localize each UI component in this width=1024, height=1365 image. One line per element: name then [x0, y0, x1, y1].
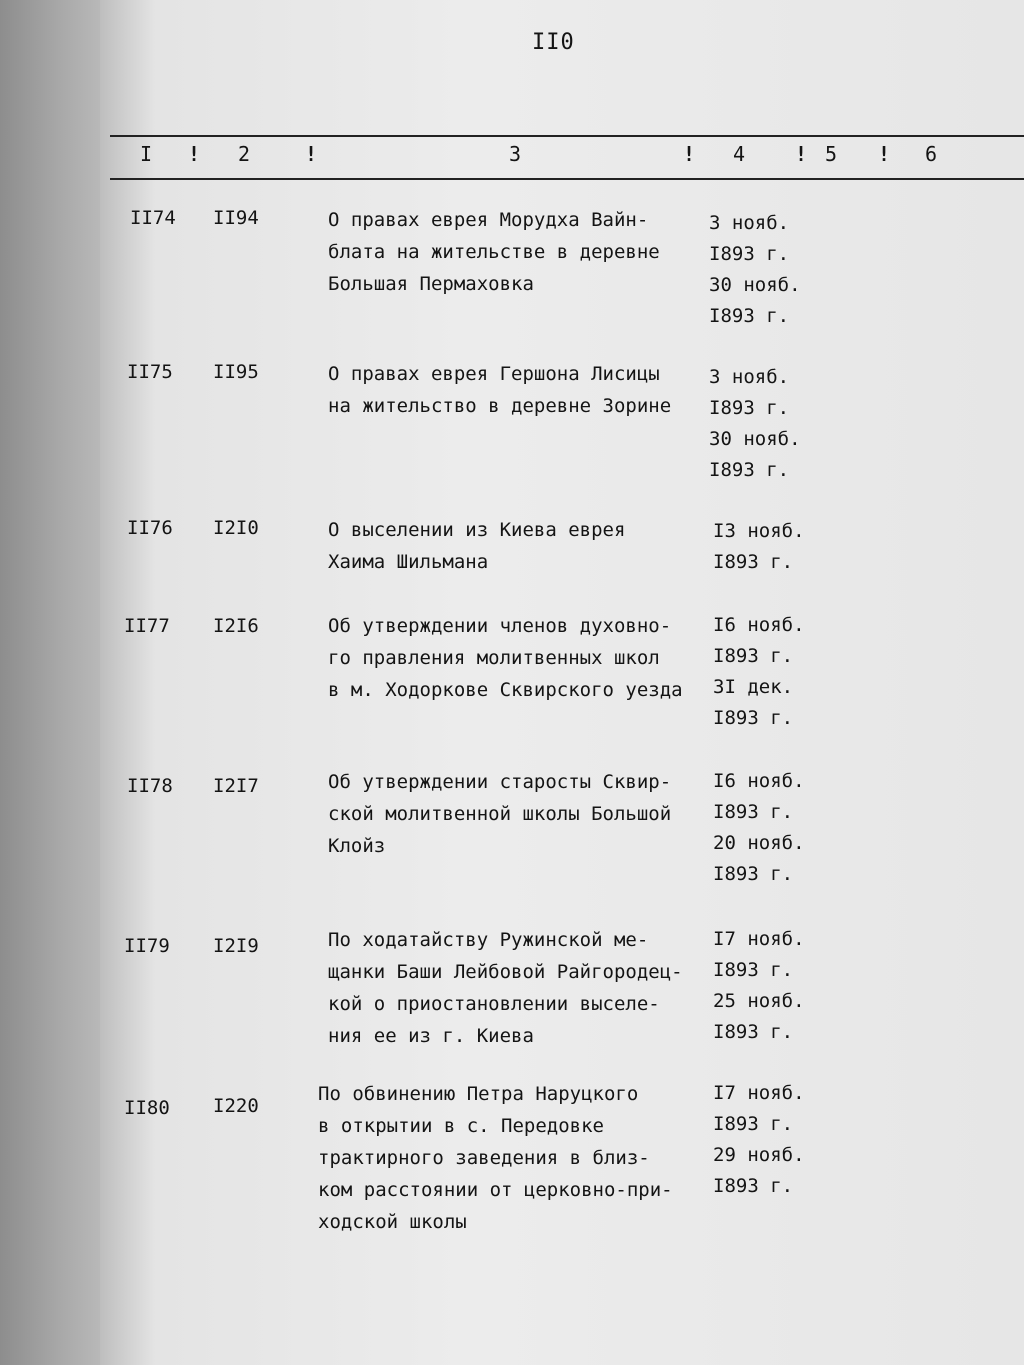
row-number: II77: [124, 615, 170, 637]
row-description: О правах еврея Морудха Вайн- блата на жительстве в деревне Большая Пермаховка: [328, 209, 660, 295]
row-dates: I7 нояб. I893 г. 25 нояб. I893 г.: [713, 928, 805, 1043]
row-dates: 3 нояб. I893 г. 30 нояб. I893 г.: [709, 212, 801, 327]
row-description: О выселении из Киева еврея Хаима Шильмана: [328, 519, 626, 573]
archive-number: I220: [213, 1095, 259, 1117]
row-number: II78: [127, 775, 173, 797]
header-separator: !: [878, 142, 891, 166]
left-page-edge: [0, 0, 112, 1365]
row-dates: I7 нояб. I893 г. 29 нояб. I893 г.: [713, 1082, 805, 1197]
header-col-4: 4: [733, 142, 746, 166]
row-dates: I6 нояб. I893 г. 20 нояб. I893 г.: [713, 770, 805, 885]
header-col-1: I: [140, 142, 153, 166]
page-number: II0: [532, 30, 575, 55]
archive-number: II94: [213, 207, 259, 229]
row-number: II75: [127, 361, 173, 383]
row-description: По обвинению Петра Наруцкого в открытии в с. Передовке трактирного заведения в близ- ком расстоянии от церковно-при- ходской школы: [318, 1083, 673, 1233]
row-number: II76: [127, 517, 173, 539]
row-number: II79: [124, 935, 170, 957]
header-separator: !: [795, 142, 808, 166]
row-description: По ходатайству Ружинской ме- щанки Баши Лейбовой Райгородец- кой о приостановлении выселе- ния ее из г. Киева: [328, 929, 683, 1047]
header-separator: !: [683, 142, 696, 166]
table-header-bottom-rule: [110, 178, 1024, 180]
table-header-top-rule: [110, 135, 1024, 137]
row-dates: 3 нояб. I893 г. 30 нояб. I893 г.: [709, 366, 801, 481]
archive-number: I2I7: [213, 775, 259, 797]
row-number: II74: [130, 207, 176, 229]
row-description: Об утверждении старосты Сквир- ской молитвенной школы Большой Клойз: [328, 771, 672, 857]
header-col-5: 5: [825, 142, 838, 166]
archive-number: I2I6: [213, 615, 259, 637]
header-col-6: 6: [925, 142, 938, 166]
row-description: Об утверждении членов духовно- го правления молитвенных школ в м. Ходоркове Сквирского уезда: [328, 615, 683, 701]
row-description: О правах еврея Гершона Лисицы на жительство в деревне Зорине: [328, 363, 672, 417]
header-col-2: 2: [238, 142, 251, 166]
header-separator: !: [305, 142, 318, 166]
archive-number: I2I9: [213, 935, 259, 957]
row-dates: I3 нояб. I893 г.: [713, 520, 805, 573]
header-separator: !: [188, 142, 201, 166]
row-dates: I6 нояб. I893 г. 3I дек. I893 г.: [713, 614, 805, 729]
header-col-3: 3: [509, 142, 522, 166]
archive-number: II95: [213, 361, 259, 383]
archive-number: I2I0: [213, 517, 259, 539]
row-number: II80: [124, 1097, 170, 1119]
